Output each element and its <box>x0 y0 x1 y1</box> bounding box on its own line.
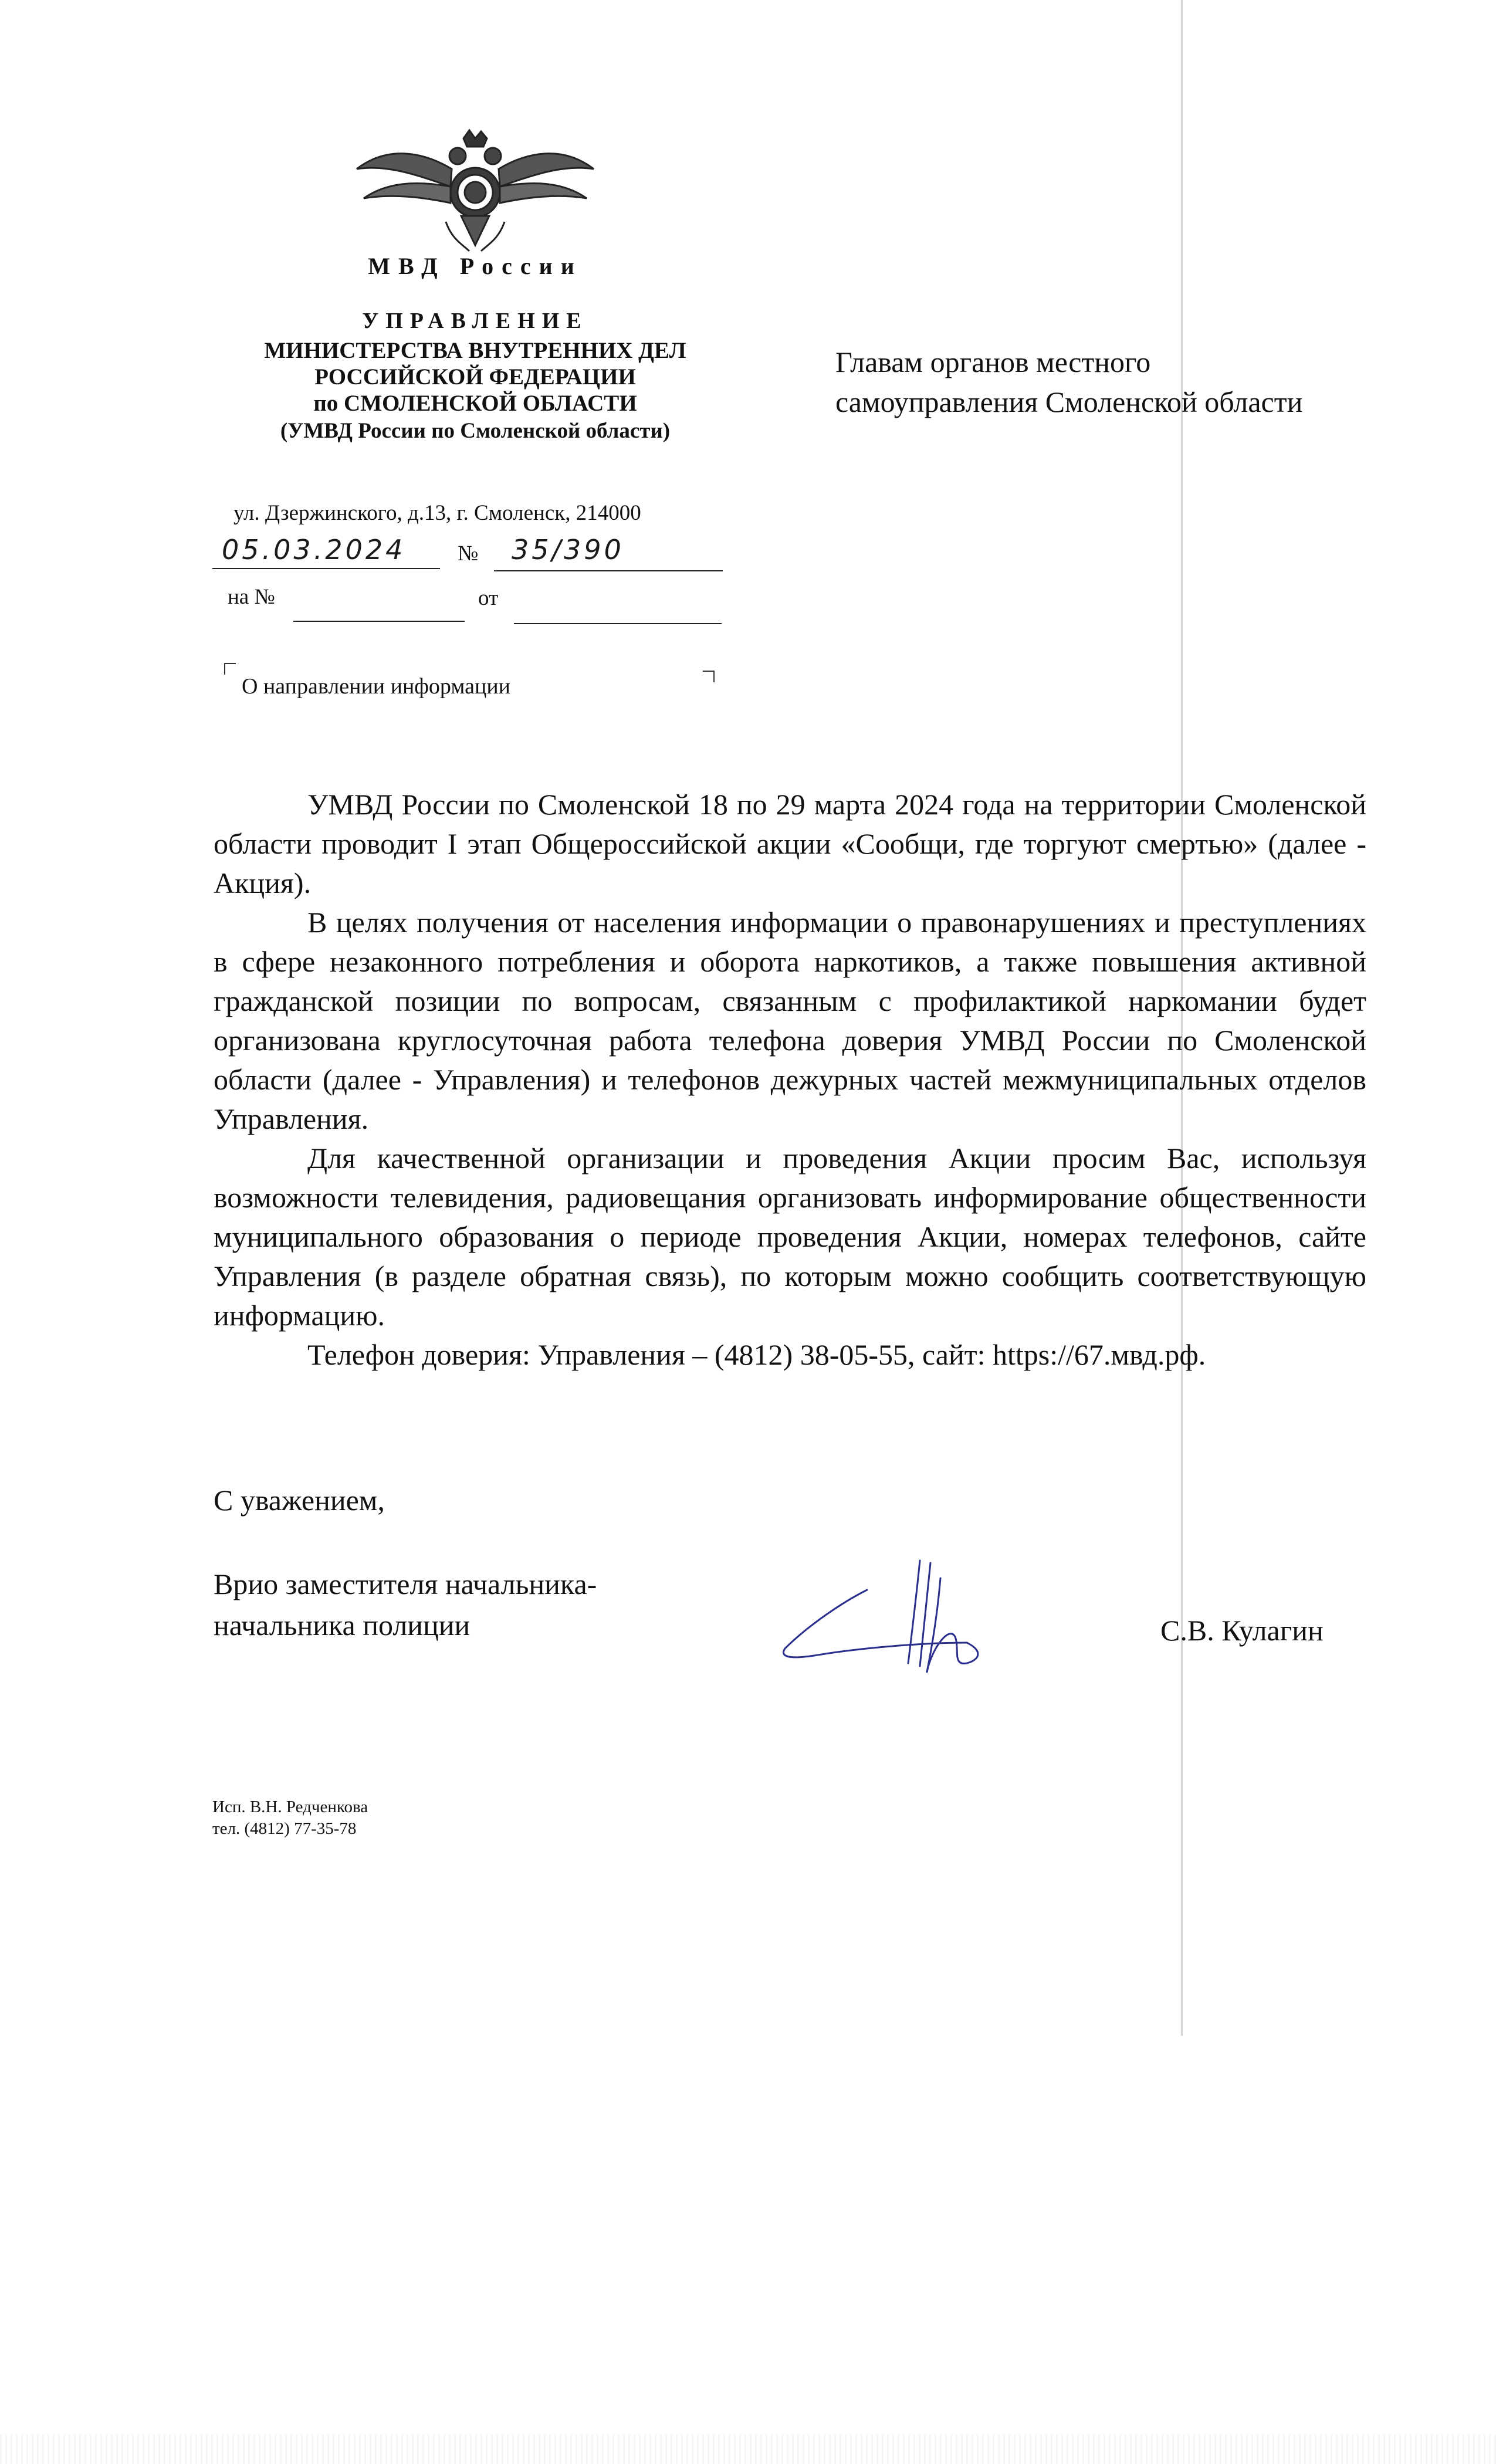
body-paragraph-2: В целях получения от населения информации о правонарушениях и преступлениях в сфере незаконного потребления и оборота наркотиков, а также повышения активной гражданской позиции по вопросам, связанным с профилактикой наркомании будет организована круглосуточная работа телефона доверия УМВД России по Смоленской области (далее - Управления) и телефонов дежурных частей межмуниципальных отделов Управления. <box>214 906 1366 1135</box>
body-paragraph-4: Телефон доверия: Управления – (4812) 38-05-55, сайт: https://67.мвд.рф. <box>307 1338 1206 1371</box>
number-underline <box>494 570 723 571</box>
registration-date: 05.03.2024 <box>222 534 406 566</box>
org-name-line-1: МИНИСТЕРСТВА ВНУТРЕННИХ ДЕЛ <box>264 338 686 363</box>
recipient-line-1: Главам органов местного <box>835 346 1151 378</box>
reply-date-label: от <box>478 586 499 610</box>
executor-phone: тел. (4812) 77-35-78 <box>212 1819 357 1838</box>
scan-noise <box>0 2435 1496 2464</box>
executor-name: Исп. В.Н. Редченкова <box>212 1798 368 1816</box>
reply-number-underline <box>293 621 465 622</box>
executor-info <box>212 1796 368 1840</box>
letter-subject: О направлении информации <box>242 674 511 699</box>
reply-date-underline <box>514 623 722 624</box>
mvd-emblem-icon <box>352 128 598 263</box>
body-paragraph-1: УМВД России по Смоленской 18 по 29 марта 2024 года на территории Смоленской области проводит I этап Общероссийской акции «Сообщи, где торгуют смертью» (далее - Акция). <box>214 788 1366 899</box>
org-address: ул. Дзержинского, д.13, г. Смоленск, 214000 <box>233 501 641 525</box>
letter-body <box>214 785 1366 1375</box>
closing-phrase: С уважением, <box>214 1484 385 1517</box>
org-name-line-4: (УМВД России по Смоленской области) <box>280 419 671 443</box>
reply-number-label: на № <box>228 585 275 609</box>
signatory-name: С.В. Кулагин <box>1160 1614 1324 1647</box>
subject-bracket-right <box>703 671 715 682</box>
org-short-name: МВД России <box>368 253 583 279</box>
signatory-position <box>214 1563 597 1646</box>
position-line-1: Врио заместителя начальника- <box>214 1568 597 1600</box>
subject-bracket-left <box>224 663 236 675</box>
org-name-line-2: РОССИЙСКОЙ ФЕДЕРАЦИИ <box>314 364 636 390</box>
registration-number: 35/390 <box>512 534 624 566</box>
date-underline <box>212 568 440 569</box>
body-paragraph-3: Для качественной организации и проведения Акции просим Вас, используя возможности телевидения, радиовещания организовать информирование общественности муниципального образования о периоде проведения Акции, номерах телефонов, сайте Управления (в разделе обратная связь), по которым можно сообщить соответствующую информацию. <box>214 1142 1366 1332</box>
recipient-block <box>835 342 1428 422</box>
recipient-line-2: самоуправления Смоленской области <box>835 385 1303 418</box>
number-label: № <box>458 541 479 566</box>
org-name-line-3: по СМОЛЕНСКОЙ ОБЛАСТИ <box>313 391 637 416</box>
position-line-2: начальника полиции <box>214 1609 471 1641</box>
signature-icon <box>773 1555 1020 1690</box>
org-title: УПРАВЛЕНИЕ <box>362 309 588 333</box>
